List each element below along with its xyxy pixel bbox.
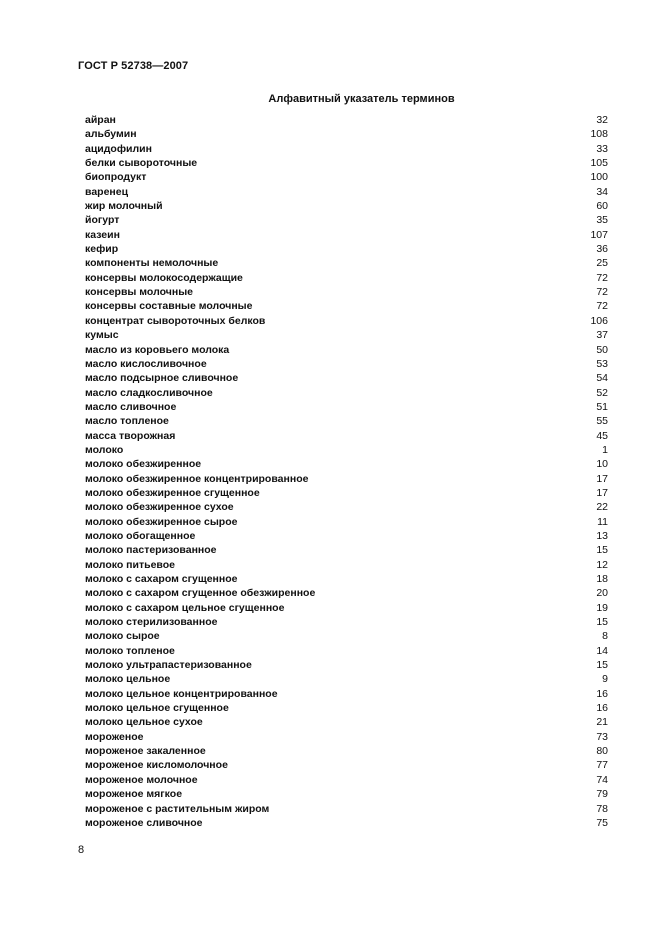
index-page-ref: 52 bbox=[596, 386, 608, 399]
index-page-ref: 72 bbox=[596, 286, 608, 299]
index-term: молоко с сахаром цельное сгущенное bbox=[85, 601, 285, 614]
index-page-ref: 77 bbox=[596, 759, 608, 772]
index-page-ref: 11 bbox=[597, 515, 608, 528]
index-term: жир молочный bbox=[85, 200, 163, 213]
index-term: молоко обезжиренное сухое bbox=[85, 501, 234, 514]
index-entry bbox=[85, 113, 608, 127]
index-page-ref: 107 bbox=[590, 228, 608, 241]
index-page-ref: 60 bbox=[596, 200, 608, 213]
index-page-ref: 22 bbox=[596, 501, 608, 514]
index-entry bbox=[85, 744, 608, 758]
index-term: йогурт bbox=[85, 214, 120, 227]
index-page-ref: 80 bbox=[596, 745, 608, 758]
index-entry bbox=[85, 629, 608, 643]
index-entry bbox=[85, 429, 608, 443]
index-page-ref: 79 bbox=[596, 788, 608, 801]
index-term: молоко цельное сухое bbox=[85, 716, 203, 729]
index-term: кумыс bbox=[85, 329, 119, 342]
index-entry bbox=[85, 400, 608, 414]
index-entry bbox=[85, 558, 608, 572]
index-page-ref: 15 bbox=[596, 544, 608, 557]
index-entry bbox=[85, 328, 608, 342]
index-term: масло из коровьего молока bbox=[85, 343, 230, 356]
index-page-ref: 20 bbox=[596, 587, 608, 600]
index-page-ref: 53 bbox=[596, 357, 608, 370]
index-page-ref: 108 bbox=[590, 128, 608, 141]
index-term: молоко стерилизованное bbox=[85, 616, 218, 629]
document-code: ГОСТ Р 52738—2007 bbox=[78, 60, 189, 72]
index-entry bbox=[85, 414, 608, 428]
index-page-ref: 72 bbox=[596, 300, 608, 313]
index-term: молоко обезжиренное bbox=[85, 458, 202, 471]
index-entry bbox=[85, 730, 608, 744]
index-entry bbox=[85, 586, 608, 600]
index-entry bbox=[85, 572, 608, 586]
index-entry bbox=[85, 386, 608, 400]
index-term: мороженое сливочное bbox=[85, 816, 203, 829]
index-page-ref: 19 bbox=[596, 601, 608, 614]
index-page-ref: 51 bbox=[596, 400, 608, 413]
index-page-ref: 9 bbox=[602, 673, 608, 686]
index-entry bbox=[85, 601, 608, 615]
index-term: мороженое bbox=[85, 730, 144, 743]
index-page-ref: 106 bbox=[590, 314, 608, 327]
index-entry bbox=[85, 644, 608, 658]
index-entry bbox=[85, 758, 608, 772]
index-term: молоко обезжиренное сгущенное bbox=[85, 486, 260, 499]
index-page-ref: 16 bbox=[596, 702, 608, 715]
index-page-ref: 100 bbox=[590, 171, 608, 184]
index-page-ref: 37 bbox=[596, 329, 608, 342]
index-page-ref: 10 bbox=[596, 458, 608, 471]
index-page-ref: 55 bbox=[596, 415, 608, 428]
index-page-ref: 13 bbox=[596, 529, 608, 542]
index-term: молоко обогащенное bbox=[85, 529, 196, 542]
index-entry bbox=[85, 357, 608, 371]
index-entry bbox=[85, 127, 608, 141]
index-entry bbox=[85, 142, 608, 156]
index-term: масло сладкосливочное bbox=[85, 386, 213, 399]
index-page-ref: 1 bbox=[602, 443, 608, 456]
index-entry bbox=[85, 615, 608, 629]
index-entry bbox=[85, 715, 608, 729]
index-term: консервы молочные bbox=[85, 286, 194, 299]
index-entry bbox=[85, 672, 608, 686]
index-entry bbox=[85, 443, 608, 457]
index-term: кефир bbox=[85, 243, 119, 256]
index-term: биопродукт bbox=[85, 171, 147, 184]
term-index-list bbox=[85, 113, 608, 830]
index-entry bbox=[85, 271, 608, 285]
index-term: молоко bbox=[85, 443, 124, 456]
index-term: масса творожная bbox=[85, 429, 176, 442]
index-term: консервы молокосодержащие bbox=[85, 271, 243, 284]
index-entry bbox=[85, 285, 608, 299]
index-page-ref: 21 bbox=[596, 716, 608, 729]
index-entry bbox=[85, 170, 608, 184]
index-page-ref: 105 bbox=[590, 157, 608, 170]
index-page-ref: 33 bbox=[596, 142, 608, 155]
index-term: молоко цельное bbox=[85, 673, 171, 686]
index-page-ref: 34 bbox=[596, 185, 608, 198]
index-term: молоко сырое bbox=[85, 630, 160, 643]
index-page-ref: 72 bbox=[596, 271, 608, 284]
index-page-ref: 25 bbox=[596, 257, 608, 270]
index-term: молоко цельное концентрированное bbox=[85, 687, 278, 700]
index-page-ref: 73 bbox=[596, 730, 608, 743]
index-page-ref: 12 bbox=[596, 558, 608, 571]
index-term: масло кислосливочное bbox=[85, 357, 207, 370]
index-term: мороженое закаленное bbox=[85, 745, 206, 758]
index-page-ref: 54 bbox=[596, 372, 608, 385]
index-page-ref: 50 bbox=[596, 343, 608, 356]
index-entry bbox=[85, 213, 608, 227]
index-page-ref: 8 bbox=[602, 630, 608, 643]
index-page-ref: 32 bbox=[596, 114, 608, 126]
index-entry bbox=[85, 515, 608, 529]
index-page-ref: 74 bbox=[596, 773, 608, 786]
index-entry bbox=[85, 228, 608, 242]
index-term: компоненты немолочные bbox=[85, 257, 219, 270]
index-entry bbox=[85, 787, 608, 801]
index-page-ref: 75 bbox=[596, 816, 608, 829]
index-term: молоко обезжиренное концентрированное bbox=[85, 472, 309, 485]
index-term: молоко пастеризованное bbox=[85, 544, 217, 557]
index-entry bbox=[85, 543, 608, 557]
index-term: молоко топленое bbox=[85, 644, 175, 657]
page-number: 8 bbox=[78, 844, 85, 856]
index-entry bbox=[85, 773, 608, 787]
index-term: варенец bbox=[85, 185, 129, 198]
index-entry bbox=[85, 299, 608, 313]
index-page-ref: 78 bbox=[596, 802, 608, 815]
index-term: казеин bbox=[85, 228, 120, 241]
index-entry bbox=[85, 687, 608, 701]
index-page-ref: 15 bbox=[596, 616, 608, 629]
index-entry bbox=[85, 500, 608, 514]
index-term: молоко цельное сгущенное bbox=[85, 702, 229, 715]
index-term: мороженое с растительным жиром bbox=[85, 802, 270, 815]
index-page-ref: 18 bbox=[596, 573, 608, 585]
index-entry bbox=[85, 701, 608, 715]
index-entry bbox=[85, 529, 608, 543]
index-term: альбумин bbox=[85, 128, 137, 141]
index-entry bbox=[85, 371, 608, 385]
index-term: айран bbox=[85, 114, 116, 126]
index-page-ref: 35 bbox=[596, 214, 608, 227]
index-entry bbox=[85, 457, 608, 471]
index-entry bbox=[85, 816, 608, 830]
index-term: масло подсырное сливочное bbox=[85, 372, 239, 385]
index-term: молоко с сахаром сгущенное bbox=[85, 573, 238, 585]
index-term: белки сывороточные bbox=[85, 157, 198, 170]
index-term: молоко с сахаром сгущенное обезжиренное bbox=[85, 587, 316, 600]
index-page-ref: 14 bbox=[596, 644, 608, 657]
index-term: концентрат сывороточных белков bbox=[85, 314, 266, 327]
index-term: молоко питьевое bbox=[85, 558, 175, 571]
index-term: молоко обезжиренное сырое bbox=[85, 515, 238, 528]
index-entry bbox=[85, 486, 608, 500]
index-page-ref: 45 bbox=[596, 429, 608, 442]
index-term: масло сливочное bbox=[85, 400, 177, 413]
index-page-ref: 17 bbox=[596, 486, 608, 499]
index-page-ref: 17 bbox=[596, 472, 608, 485]
index-entry bbox=[85, 199, 608, 213]
index-term: масло топленое bbox=[85, 415, 169, 428]
index-term: консервы составные молочные bbox=[85, 300, 253, 313]
index-page-ref: 36 bbox=[596, 243, 608, 256]
index-term: мороженое кисломолочное bbox=[85, 759, 228, 772]
index-entry bbox=[85, 185, 608, 199]
index-entry bbox=[85, 242, 608, 256]
index-term: мороженое мягкое bbox=[85, 788, 183, 801]
index-entry bbox=[85, 472, 608, 486]
index-entry bbox=[85, 256, 608, 270]
index-title: Алфавитный указатель терминов bbox=[268, 93, 455, 105]
index-entry bbox=[85, 156, 608, 170]
index-entry bbox=[85, 314, 608, 328]
index-entry bbox=[85, 802, 608, 816]
index-term: ацидофилин bbox=[85, 142, 152, 155]
index-page-ref: 16 bbox=[596, 687, 608, 700]
index-entry bbox=[85, 658, 608, 672]
index-entry bbox=[85, 343, 608, 357]
index-page-ref: 15 bbox=[596, 659, 608, 672]
index-term: мороженое молочное bbox=[85, 773, 198, 786]
index-term: молоко ультрапастеризованное bbox=[85, 659, 252, 672]
